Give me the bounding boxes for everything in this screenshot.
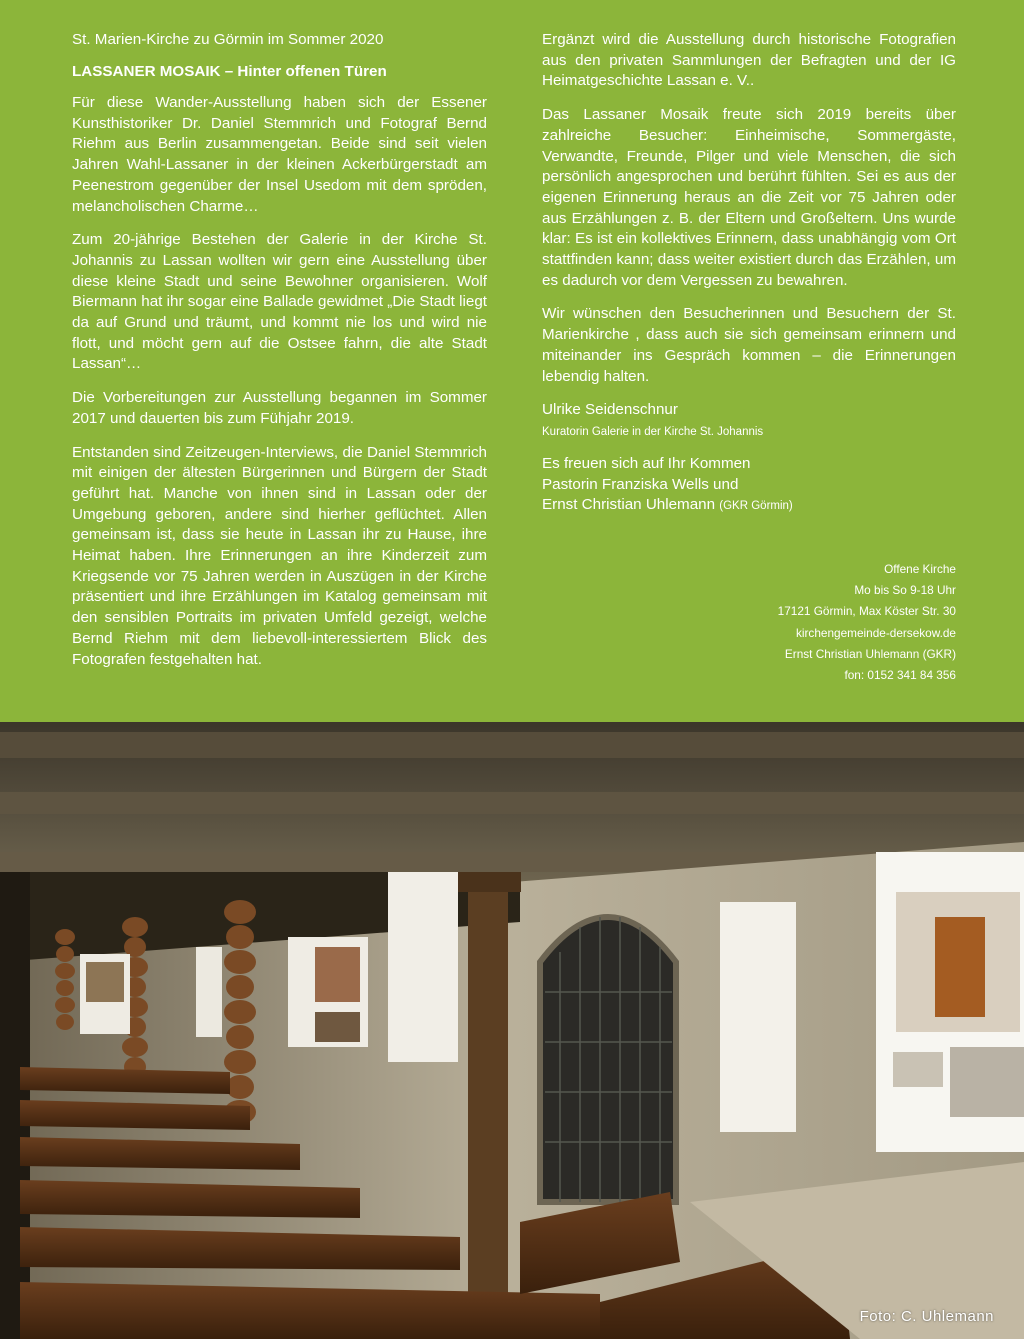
wooden-post [468,872,508,1339]
right-column [542,30,956,516]
signature-name: Ulrike Seidenschnur [542,401,678,419]
paragraph: Die Vorbereitungen zur Ausstellung begannen im Sommer 2017 und dauerten bis zum Fühjahr 2019. [72,389,487,427]
kicker: St. Marien-Kirche zu Görmin im Sommer 2020 [72,31,384,48]
contact-website[interactable]: kirchengemeinde-dersekow.de [795,625,956,640]
photo-illustration [0,722,1024,1339]
contact-info [778,559,956,686]
contact-line: 17121 Görmin, Max Köster Str. 30 [777,604,956,619]
contact-line: Ernst Christian Uhlemann (GKR) [784,646,956,661]
signature-role: Kuratorin Galerie in der Kirche St. Johannis [542,425,764,438]
article-title: LASSANER MOSAIK – Hinter offenen Türen [72,63,387,80]
paragraph: Wir wünschen den Besucherinnen und Besuchern der St. Marienkirche , dass auch sie sich gemeinsam erinnern und miteinander ins Gespräch kommen – die Erinnerungen lebendig halten. [542,305,956,385]
photo-credit: Foto: C. Uhlemann [859,1308,994,1325]
invite-line: Es freuen sich auf Ihr Kommen [542,454,751,472]
invite-name: Ernst Christian Uhlemann [542,496,716,514]
post-capital [455,872,521,892]
church-interior-photo [0,722,1024,1339]
contact-line: Offene Kirche [884,562,956,576]
invite-line [542,495,956,516]
ceiling-beam [0,732,1024,758]
contact-line: Mo bis So 9-18 Uhr [854,583,956,598]
invite-line: Pastorin Franziska Wells und [542,475,739,493]
contact-phone: fon: 0152 341 84 356 [844,668,956,683]
paragraph: Entstanden sind Zeitzeugen-Interviews, die Daniel Stemmrich mit einigen der ältesten Bürgerinnen und Bürgern der Stadt geführt hat. Manche von ihnen sind in Lassan oder der Umgebung geboren, andere sind hierher geflüchtet. Allen gemeinsam ist, dass sie heute in Lassan ihr zu Hause, ihre Heimat haben. Ihre Erinnerungen an ihre Kinderzeit zum Kriegsende vor 75 Jahren werden in Auszügen in der Kirche präsentiert und ihre Erzählungen im Katalog gemeinsam mit den sensiblen Portraits im privaten Umfeld gezeigt, welche Bernd Riehm mit dem liebevoll-interessiertem Blick des Fotografen festgehalten hat. [72,443,487,668]
paragraph: Für diese Wander-Ausstellung haben sich der Essener Kunsthistoriker Dr. Daniel Stemmrich und Fotograf Bernd Riehm aus Berlin zusammengetan. Beide sind seit vielen Jahren Wahl-Lassaner in der kleinen Ackerbürgerstadt am Peenestrom gegenüber der Insel Usedom mit dem spröden, melancholischen Charme… [72,94,487,215]
invite-name-note: (GKR Görmin) [719,500,793,513]
paragraph: Das Lassaner Mosaik freute sich 2019 bereits über zahlreiche Besucher: Einheimische, Sommergäste, Verwandte, Freunde, Pilger und viele Menschen, die sich persönlich angesprochen und berührt fühlten. Sei es aus der eigenen Erinnerung heraus an die Zeit vor 75 Jahren oder aus Erzählungen z. B. der Eltern und Großeltern. Uns wurde klar: Es ist ein kollektives Erinnern, dass unabhängig vom Ort stattfinden kann; dass weiter existiert durch das Erzählen, um es dadurch vor dem Vergessen zu bewahren. [542,106,956,289]
ceiling-beam [0,792,1024,814]
paragraph: Ergänzt wird die Ausstellung durch historische Fotografien aus den privaten Sammlungen der Befragten und der IG Heimatgeschichte Lassan e. V.. [542,31,956,90]
left-column [72,30,487,670]
paragraph: Zum 20-jährige Bestehen der Galerie in der Kirche St. Johannis zu Lassan wollten wir gern eine Ausstellung über diese kleine Stadt und seine Bewohner organisieren. Wolf Biermann hat ihr sogar eine Ballade gewidmet „Die Stadt liegt da auf Grund und träumt, und kommt nie los und wird nie flott, und möcht gern auf die Ostsee fahrn, die alte Stadt Lassan“… [72,231,487,373]
